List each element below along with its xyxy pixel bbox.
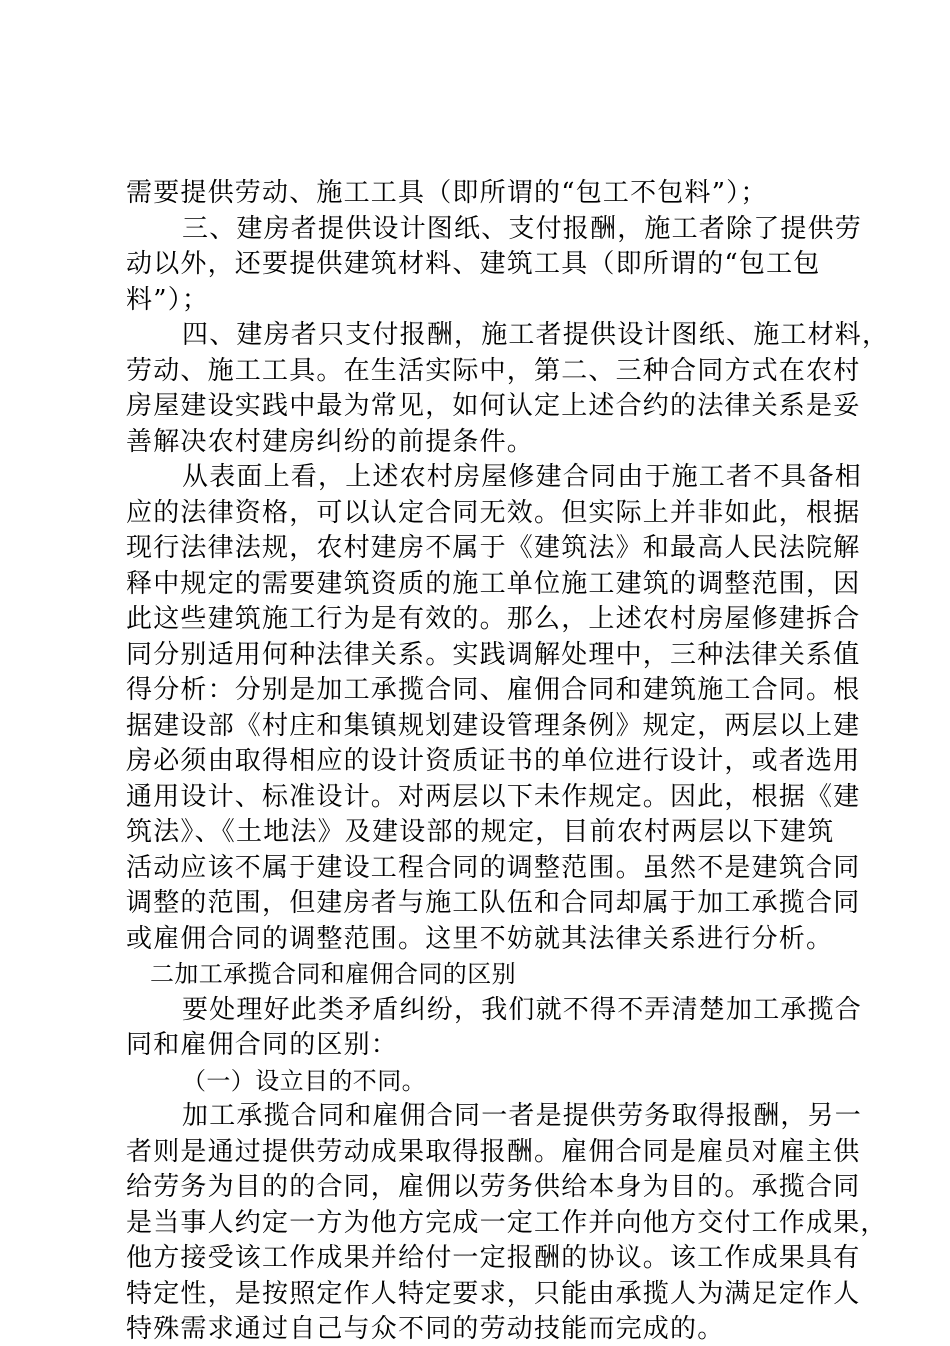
text-line: 者则是通过提供劳动成果取得报酬。雇佣合同是雇员对雇主供 — [126, 1137, 861, 1167]
text-line: 或雇佣合同的调整范围。这里不妨就其法律关系进行分析。 — [126, 924, 834, 954]
subsection-heading: （一）设立目的不同。 — [182, 1067, 426, 1095]
text-line: 劳动、施工工具。在生活实际中，第二、三种合同方式在农村 — [126, 356, 861, 386]
text-line: 特定性，是按照定作人特定要求，只能由承揽人为满足定作人 — [126, 1279, 861, 1309]
text-line: 通用设计、标准设计。对两层以下未作规定。因此，根据《建 — [126, 782, 861, 812]
text-line: 此这些建筑施工行为是有效的。那么，上述农村房屋修建拆合 — [126, 604, 861, 634]
text-line: 现行法律法规，农村建房不属于《建筑法》和最高人民法院解 — [126, 533, 861, 563]
text-line: 房屋建设实践中最为常见，如何认定上述合约的法律关系是妥 — [126, 391, 861, 421]
text-line: 据建设部《村庄和集镇规划建设管理条例》规定，两层以上建 — [126, 711, 861, 741]
text-line: 得分析：分别是加工承揽合同、雇佣合同和建筑施工合同。根 — [126, 675, 861, 705]
text-line: 特殊需求通过自己与众不同的劳动技能而完成的。 — [126, 1314, 725, 1344]
text-line: 三、建房者提供设计图纸、支付报酬，施工者除了提供劳 — [182, 214, 863, 244]
section-heading: 二加工承揽合同和雇佣合同的区别 — [150, 960, 516, 988]
text-line: 加工承揽合同和雇佣合同一者是提供劳务取得报酬，另一 — [182, 1101, 863, 1131]
text-line: 应的法律资格，可以认定合同无效。但实际上并非如此，根据 — [126, 498, 861, 528]
text-line: 料”）； — [126, 285, 210, 315]
text-line: 四、建房者只支付报酬，施工者提供设计图纸、施工材料， — [182, 320, 890, 350]
text-line: 从表面上看，上述农村房屋修建合同由于施工者不具备相 — [182, 462, 863, 492]
text-line: 调整的范围，但建房者与施工队伍和合同却属于加工承揽合同 — [126, 888, 861, 918]
text-line: 释中规定的需要建筑资质的施工单位施工建筑的调整范围，因 — [126, 569, 861, 599]
text-line: 他方接受该工作成果并给付一定报酬的协议。该工作成果具有 — [126, 1243, 861, 1273]
text-line: 需要提供劳动、施工工具（即所谓的“包工不包料”）； — [126, 178, 768, 208]
text-line: 筑法》、《土地法》及建设部的规定，目前农村两层以下建筑 — [126, 817, 835, 847]
text-line: 动以外，还要提供建筑材料、建筑工具（即所谓的“包工包 — [126, 249, 821, 279]
text-line: 房必须由取得相应的设计资质证书的单位进行设计，或者选用 — [126, 746, 861, 776]
text-line: 同和雇佣合同的区别： — [126, 1030, 399, 1060]
text-line: 善解决农村建房纠纷的前提条件。 — [126, 427, 535, 457]
text-line: 要处理好此类矛盾纠纷，我们就不得不弄清楚加工承揽合 — [182, 995, 863, 1025]
text-line: 同分别适用何种法律关系。实践调解处理中，三种法律关系值 — [126, 640, 861, 670]
text-line: 是当事人约定一方为他方完成一定工作并向他方交付工作成果， — [126, 1208, 888, 1238]
text-line: 给劳务为目的的合同，雇佣以劳务供给本身为目的。承揽合同 — [126, 1172, 861, 1202]
text-line: 活动应该不属于建设工程合同的调整范围。虽然不是建筑合同 — [126, 853, 861, 883]
